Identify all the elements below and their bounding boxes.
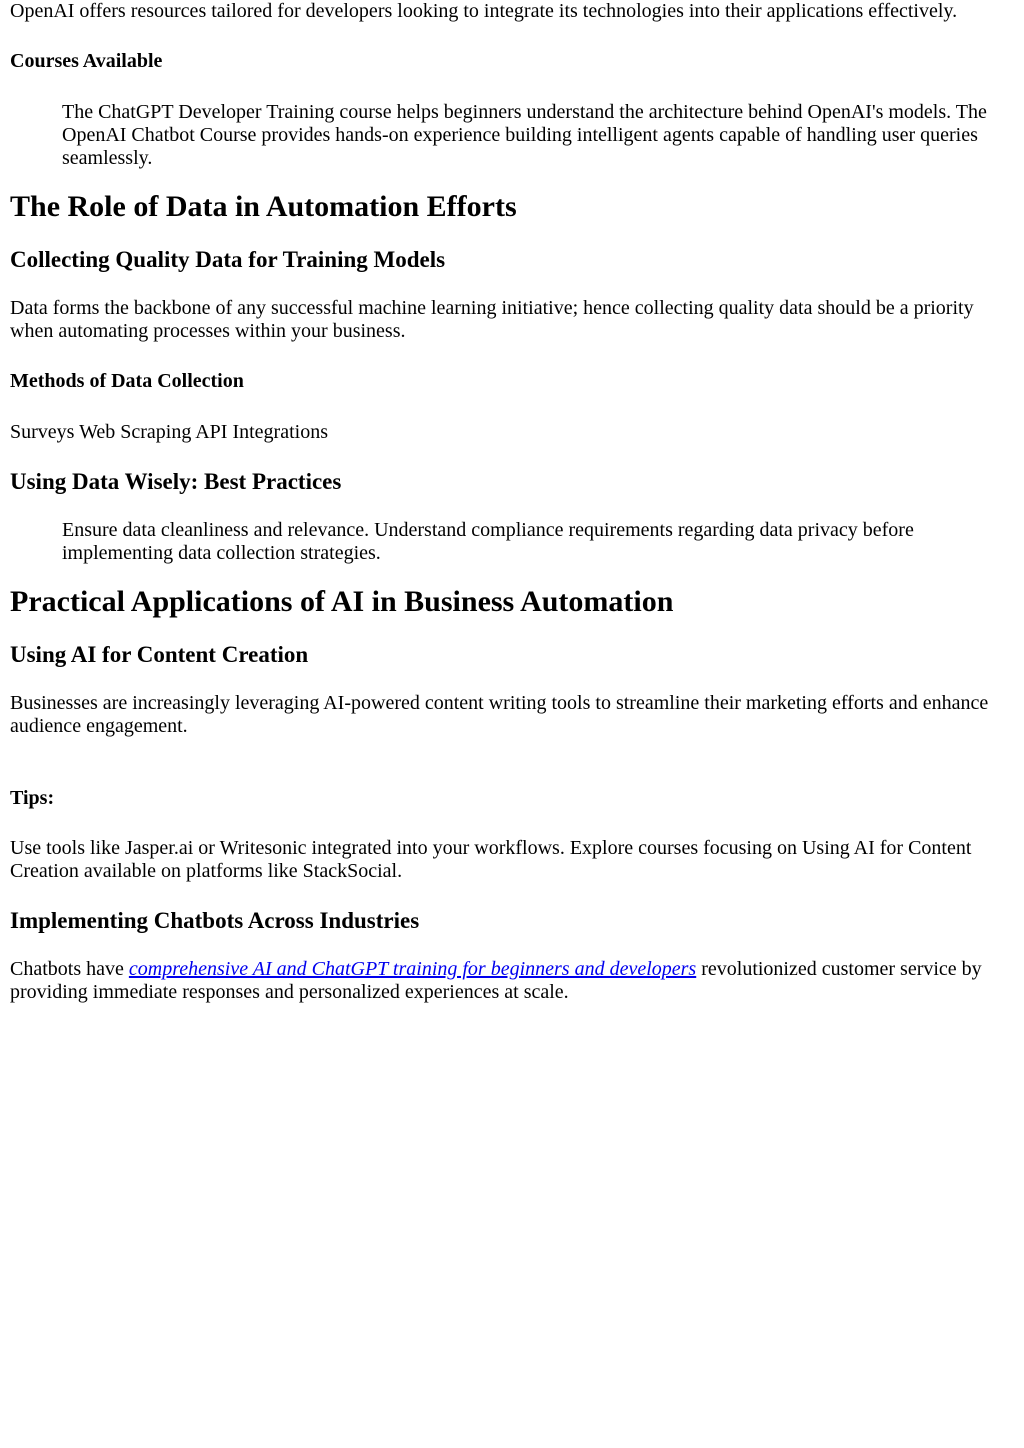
intro-paragraph: OpenAI offers resources tailored for developers looking to integrate its technologies into their applications effectively. <box>10 0 958 22</box>
methods-paragraph: Surveys Web Scraping API Integrations <box>10 421 328 443</box>
chatbots-text-before: Chatbots have <box>10 958 129 980</box>
chatbots-heading: Implementing Chatbots Across Industries <box>10 908 420 933</box>
content-creation-paragraph: Businesses are increasingly leveraging AI-powered content writing tools to streamline their marketing efforts and enhance audience engagement. <box>10 692 989 737</box>
wisely-quote: Ensure data cleanliness and relevance. Understand compliance requirements regarding data privacy before implementing data collection strategies. <box>62 519 914 564</box>
courses-quote: The ChatGPT Developer Training course helps beginners understand the architecture behind OpenAI's models. The OpenAI Chatbot Course provides hands-on experience building intelligent agents capable of handling user queries seamlessly. <box>62 101 987 169</box>
collecting-data-paragraph: Data forms the backbone of any successful machine learning initiative; hence collecting quality data should be a priority when automating processes within your business. <box>10 297 974 342</box>
chatbots-paragraph <box>10 958 1016 1004</box>
content-creation-heading: Using AI for Content Creation <box>10 642 309 667</box>
collecting-data-heading: Collecting Quality Data for Training Models <box>10 247 446 272</box>
chatbots-text-after: revolutionized customer service by providing immediate responses and personalized experiences at scale. <box>10 958 982 1003</box>
wisely-heading: Using Data Wisely: Best Practices <box>10 469 342 494</box>
courses-heading: Courses Available <box>10 50 163 72</box>
applications-heading: Practical Applications of AI in Business Automation <box>10 585 674 618</box>
tips-paragraph: Use tools like Jasper.ai or Writesonic integrated into your workflows. Explore courses focusing on Using AI for Content Creation available on platforms like StackSocial. <box>10 837 972 882</box>
data-section-heading: The Role of Data in Automation Efforts <box>10 190 517 223</box>
methods-heading: Methods of Data Collection <box>10 370 244 392</box>
training-link[interactable]: comprehensive AI and ChatGPT training for beginners and developers <box>128 958 697 980</box>
tips-heading: Tips: <box>10 787 55 809</box>
